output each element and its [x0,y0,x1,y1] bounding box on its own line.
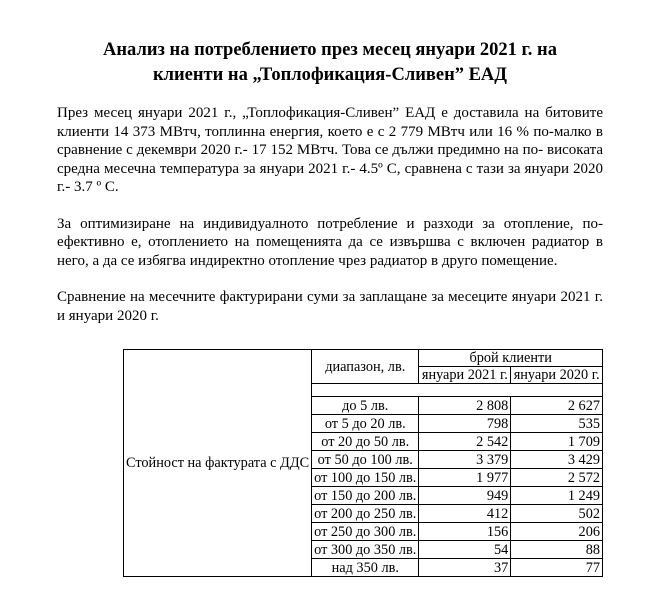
clients-2020-value: 77 [511,559,603,577]
clients-2020-value: 206 [511,523,603,541]
paragraph-optimization: За оптимизиране на индивидуалното потребление и разходи за отопление, по-ефективно е, отоплението на помещенията да се извършва с включен радиатор в него, а да се избягва индиректно отопление чрез радиатор в друго помещение. [57,215,603,269]
range-label: до 5 лв. [312,397,419,415]
clients-2020-value: 502 [511,505,603,523]
table-header-range: диапазон, лв. [312,350,419,384]
range-label: от 100 до 150 лв. [312,469,419,487]
range-label: от 5 до 20 лв. [312,415,419,433]
range-label: от 250 до 300 лв. [312,523,419,541]
clients-2021-value: 156 [419,523,511,541]
clients-2021-value: 3 379 [419,451,511,469]
clients-2021-value: 2 542 [419,433,511,451]
range-label: от 50 до 100 лв. [312,451,419,469]
clients-2020-value: 1 249 [511,487,603,505]
table-header-row-1 [124,350,603,367]
title-line-1: Анализ на потреблението през месец януари 2021 г. на [103,40,557,60]
clients-2021-value: 37 [419,559,511,577]
billing-comparison-table [123,349,603,577]
range-label: от 20 до 50 лв. [312,433,419,451]
clients-2021-value: 412 [419,505,511,523]
range-label: от 150 до 200 лв. [312,487,419,505]
clients-2021-value: 798 [419,415,511,433]
range-label: от 300 до 350 лв. [312,541,419,559]
clients-2020-value: 535 [511,415,603,433]
paragraph-consumption: През месец януари 2021 г., „Топлофикация-Сливен” ЕАД е доставила на битовите клиенти 14 373 МВтч, топлинна енергия, което е с 2 779 МВтч или 16 % по-малко в сравнение с декември 2020 г.- 17 152 МВтч. Това се дължи предимно на по- високата средна месечна температура за януари 2021 г.- 4.5º С, сравнена с тази за януари 2020 г.- 3.7 º С. [57,105,603,195]
clients-2020-value: 1 709 [511,433,603,451]
title-line-2: клиенти на „Топлофикация-Сливен” ЕАД [152,65,508,85]
document-title [57,38,603,88]
table-header-jan-2020: януари 2020 г. [511,367,603,384]
clients-2020-value: 2 627 [511,397,603,415]
clients-2021-value: 1 977 [419,469,511,487]
paragraph-comparison-intro: Сравнение на месечните фактурирани суми за заплащане за месеците януари 2021 г. и януари 2020 г. [57,289,603,324]
table-header-jan-2021: януари 2021 г. [419,367,511,384]
clients-2021-value: 2 808 [419,397,511,415]
clients-2020-value: 2 572 [511,469,603,487]
range-label: над 350 лв. [312,559,419,577]
range-label: от 200 до 250 лв. [312,505,419,523]
table-spacer-cell [312,384,603,397]
table-row-group-header: Стойност на фактурата с ДДС [124,350,312,577]
clients-2021-value: 949 [419,487,511,505]
clients-2020-value: 88 [511,541,603,559]
clients-2021-value: 54 [419,541,511,559]
table-header-clients: брой клиенти [419,350,603,367]
clients-2020-value: 3 429 [511,451,603,469]
